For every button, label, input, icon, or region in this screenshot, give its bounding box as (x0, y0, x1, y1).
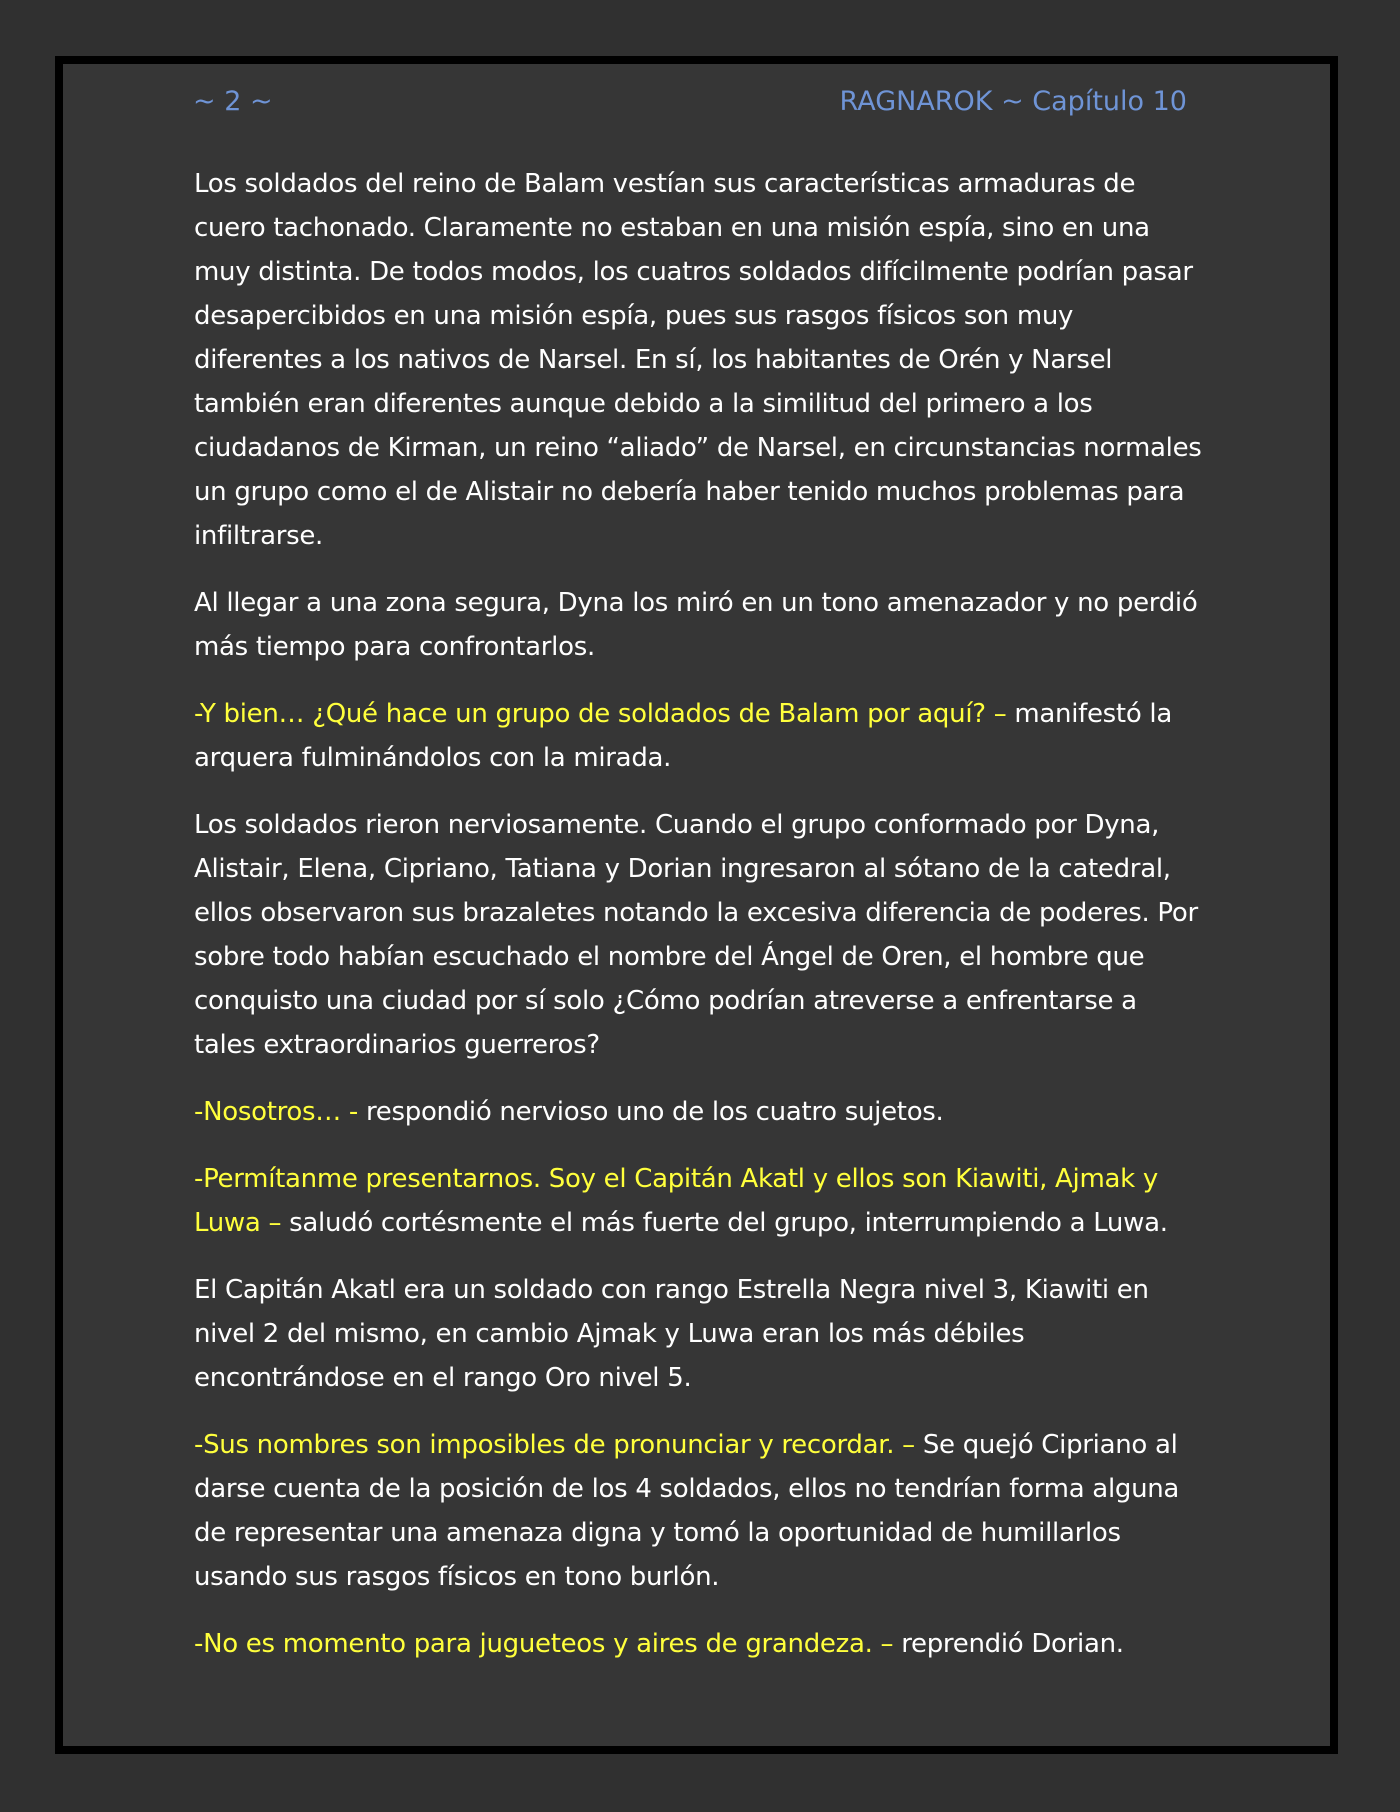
dialogue-line: -Sus nombres son imposibles de pronunciar y recordar. – (194, 1430, 915, 1460)
paragraph (194, 1268, 1204, 1400)
narration: Los soldados rieron nerviosamente. Cuando el grupo conformado por Dyna, Alistair, Elena, Cipriano, Tatiana y Dorian ingresaron al sótano de la catedral, ellos observaron sus brazaletes notando la excesiva diferencia de poderes. Por sobre todo habían escuchado el nombre del Ángel de Oren, el hombre que conquisto una ciudad por sí solo ¿Cómo podrían atreverse a enfrentarse a tales extraordinarios guerreros? (194, 810, 1198, 1060)
dialogue-line: -Permítanme presentarnos. Soy el Capitán Akatl y ellos son Kiawiti, Ajmak y Luwa – (194, 1164, 1158, 1238)
page-number: ~ 2 ~ (193, 86, 273, 117)
narration: Los soldados del reino de Balam vestían sus características armaduras de cuero tachonado. Claramente no estaban en una misión espía, sino en una muy distinta. De todos modos, los cuatros soldados difícilmente podrían pasar desapercibidos en una misión espía, pues sus rasgos físicos son muy diferentes a los nativos de Narsel. En sí, los habitantes de Orén y Narsel también eran diferentes aunque debido a la similitud del primero a los ciudadanos de Kirman, un reino “aliado” de Narsel, en circunstancias normales un grupo como el de Alistair no debería haber tenido muchos problemas para infiltrarse. (194, 169, 1202, 551)
chapter-title: RAGNAROK ~ Capítulo 10 (839, 86, 1187, 117)
paragraph (194, 581, 1204, 669)
narration: reprendió Dorian. (893, 1629, 1124, 1659)
dialogue-line: -No es momento para jugueteos y aires de grandeza. – (194, 1629, 894, 1659)
paragraph (194, 1090, 1204, 1134)
body-text (194, 162, 1204, 1689)
paragraph (194, 692, 1204, 780)
paragraph (194, 1423, 1204, 1599)
narration: respondió nervioso uno de los cuatro sujetos. (358, 1097, 944, 1127)
paragraph (194, 1622, 1204, 1666)
narration: Se quejó Cipriano al darse cuenta de la posición de los 4 soldados, ellos no tendrían forma alguna de representar una amenaza digna y tomó la oportunidad de humillarlos usando sus rasgos físicos en tono burlón. (194, 1430, 1180, 1592)
narration: saludó cortésmente el más fuerte del grupo, interrumpiendo a Luwa. (281, 1208, 1168, 1238)
paragraph (194, 162, 1204, 558)
dialogue-line: -Y bien… ¿Qué hace un grupo de soldados de Balam por aquí? – (194, 699, 1007, 729)
paragraph (194, 1157, 1204, 1245)
narration: El Capitán Akatl era un soldado con rango Estrella Negra nivel 3, Kiawiti en nivel 2 del mismo, en cambio Ajmak y Luwa eran los más débiles encontrándose en el rango Oro nivel 5. (194, 1275, 1149, 1393)
dialogue-line: -Nosotros… - (194, 1097, 359, 1127)
narration: Al llegar a una zona segura, Dyna los miró en un tono amenazador y no perdió más tiempo para confrontarlos. (194, 588, 1198, 662)
paragraph (194, 803, 1204, 1067)
narration: manifestó la arquera fulminándolos con la mirada. (194, 699, 1172, 773)
